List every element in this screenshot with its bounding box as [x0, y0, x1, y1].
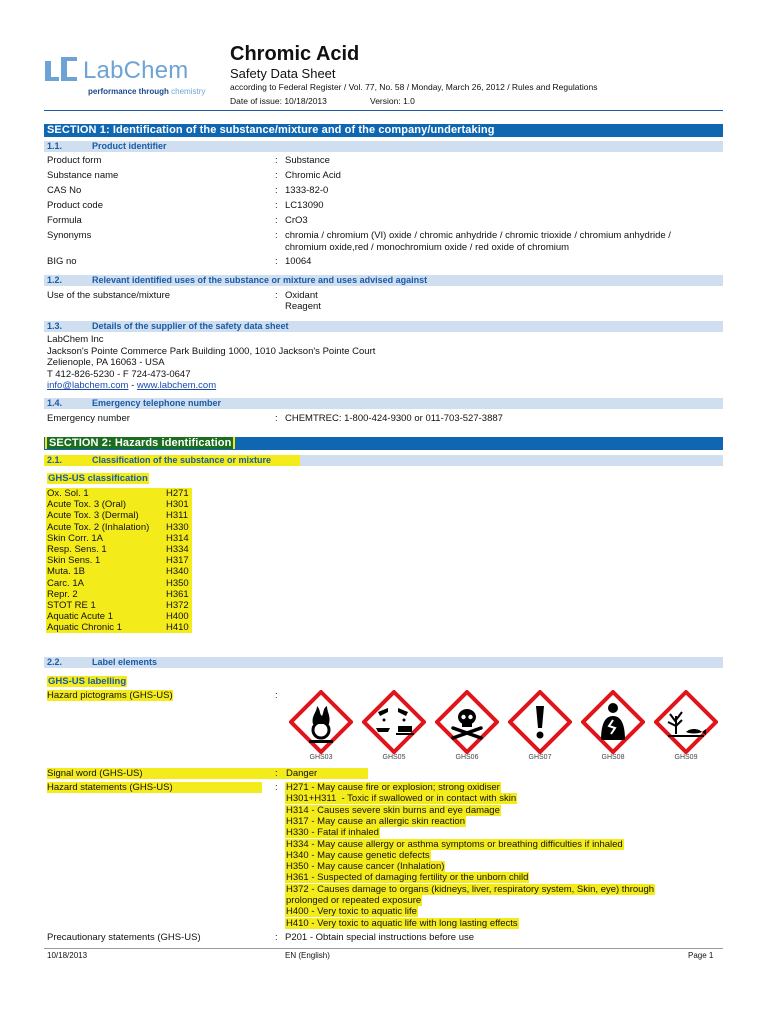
hazard-statement-text: H330 - Fatal if inhaled: [286, 827, 379, 839]
hazard-class: Acute Tox. 2 (Inhalation): [46, 522, 166, 533]
field-label: Product form: [47, 155, 102, 166]
contact-separator: -: [128, 380, 137, 391]
field-colon: :: [275, 768, 278, 779]
field-value: LC13090: [285, 200, 324, 211]
field-colon: :: [275, 932, 278, 943]
hazard-class: Muta. 1B: [46, 566, 166, 577]
field-colon: :: [275, 215, 278, 226]
hazard-code: H334: [164, 544, 192, 555]
hazard-statement-text: H271 - May cause fire or explosion; strong oxidiser: [286, 782, 500, 793]
subsection-title: Classification of the substance or mixture: [92, 455, 272, 465]
section-2-title: [45, 437, 235, 449]
hazard-statement-text: prolonged or repeated exposure: [286, 895, 422, 906]
field-label: CAS No: [47, 185, 82, 196]
field-value: Chromic Acid: [285, 170, 341, 181]
hazard-class: Aquatic Chronic 1: [46, 622, 166, 633]
subsection-title: Label elements: [92, 657, 158, 667]
field-label: Substance name: [47, 170, 119, 181]
section-2-header: [44, 437, 723, 450]
field-label: Use of the substance/mixture: [47, 290, 171, 301]
supplier-city: Zelienople, PA 16063 - USA: [47, 357, 165, 368]
hazard-statements-label: Hazard statements (GHS-US): [47, 782, 262, 793]
field-value: 1333-82-0: [285, 185, 329, 196]
table-row: [46, 499, 196, 510]
table-row: [46, 510, 196, 521]
table-row: [46, 589, 196, 600]
field-label: Formula: [47, 215, 82, 226]
table-row: [46, 555, 196, 566]
subsection-number: 1.2.: [47, 275, 63, 285]
hazard-class: Carc. 1A: [46, 578, 166, 589]
table-row: [46, 622, 196, 633]
section-1-header: [44, 124, 723, 137]
website-link[interactable]: www.labchem.com: [136, 380, 217, 391]
subsection-number: 1.3.: [47, 321, 63, 331]
supplier-name: LabChem Inc: [47, 334, 104, 345]
subsection-1-2-header: [44, 275, 723, 286]
field-value: Substance: [285, 155, 330, 166]
field-colon: :: [275, 230, 278, 241]
pictogram-caption: GHS07: [528, 754, 552, 761]
email-link[interactable]: info@labchem.com: [47, 380, 129, 391]
hazard-class: Acute Tox. 3 (Dermal): [46, 510, 166, 521]
signal-word-label: Signal word (GHS-US): [47, 768, 368, 779]
subsection-number: 1.4.: [47, 398, 63, 408]
hazard-class: Skin Corr. 1A: [46, 533, 166, 544]
ghs-classification-table: [46, 488, 196, 633]
hazard-class: Aquatic Acute 1: [46, 611, 166, 622]
hazard-class: Skin Sens. 1: [46, 555, 166, 566]
hazard-code: H314: [164, 533, 192, 544]
table-row: [46, 488, 196, 499]
pictogram-caption: GHS03: [309, 754, 333, 761]
field-colon: :: [275, 782, 278, 793]
document-subtitle: Safety Data Sheet: [230, 66, 336, 81]
subsection-title: Product identifier: [92, 141, 167, 151]
skull-crossbones-icon: [435, 690, 499, 754]
field-value: 10064: [285, 256, 312, 267]
subsection-title: Details of the supplier of the safety data sheet: [92, 321, 289, 331]
regulation-reference: according to Federal Register / Vol. 77, No. 58 / Monday, March 26, 2012 / Rules and Regulations: [230, 82, 598, 92]
table-row: [46, 566, 196, 577]
pictogram-ghs07: [504, 690, 576, 766]
pictogram-ghs03: [285, 690, 357, 766]
logo-tagline-main: performance through: [88, 87, 172, 96]
hazard-statement-text: H350 - May cause cancer (Inhalation): [286, 861, 445, 873]
table-row: [46, 544, 196, 555]
hazard-class: Resp. Sens. 1: [46, 544, 166, 555]
ghs-labelling-heading: GHS-US labelling: [48, 676, 127, 687]
hazard-statement: [285, 861, 445, 872]
hazard-statement: [285, 782, 501, 793]
field-label: [47, 690, 173, 701]
subsection-1-1-header: [44, 141, 723, 152]
hazard-statement: [285, 805, 501, 816]
hazard-pictograms: [285, 690, 725, 770]
subsection-number: 2.2.: [47, 657, 63, 667]
labchem-logo: [45, 54, 225, 98]
hazard-code: H311: [164, 510, 192, 521]
subsection-title: Emergency telephone number: [92, 398, 222, 408]
field-label: Synonyms: [47, 230, 92, 241]
table-row: [46, 578, 196, 589]
health-hazard-icon: [581, 690, 645, 754]
table-row: [46, 533, 196, 544]
field-colon: :: [275, 290, 278, 301]
field-label: [47, 768, 368, 779]
subsection-2-2-header: [44, 657, 723, 668]
field-label: Product code: [47, 200, 103, 211]
footer-divider: [44, 948, 723, 949]
hazard-statement-text: H361 - Suspected of damaging fertility or the unborn child: [286, 872, 529, 884]
hazard-code: H350: [164, 578, 192, 589]
environment-icon: [654, 690, 718, 754]
field-label: Emergency number: [47, 413, 130, 424]
pictogram-ghs08: [577, 690, 649, 766]
table-row: [46, 611, 196, 622]
supplier-phone: T 412-826-5230 - F 724-473-0647: [47, 368, 191, 380]
field-colon: :: [275, 170, 278, 181]
field-colon: :: [275, 200, 278, 211]
logo-tagline-accent: chemistry: [171, 87, 206, 96]
hazard-statement: [285, 918, 519, 929]
field-colon: :: [275, 155, 278, 166]
hazard-code: H400: [164, 611, 192, 622]
footer-language: EN (English): [285, 951, 330, 960]
document-title: Chromic Acid: [230, 43, 360, 65]
footer-date: 10/18/2013: [47, 951, 88, 960]
hazard-code: H330: [164, 522, 192, 533]
pictogram-caption: GHS05: [382, 754, 406, 761]
hazard-statement-text: H340 - May cause genetic defects: [286, 849, 430, 861]
field-colon: :: [275, 413, 278, 424]
document-version: Version: 1.0: [370, 96, 415, 106]
hazard-statement: [285, 850, 431, 861]
subsection-title: Relevant identified uses of the substance or mixture and uses advised against: [92, 275, 428, 285]
subsection-1-4-header: [44, 398, 723, 409]
subsection-1-3-header: [44, 321, 723, 332]
section-2-title-text: SECTION 2: Hazards identification: [49, 437, 232, 449]
header-divider: [44, 110, 723, 111]
hazard-code: H271: [164, 488, 192, 499]
hazard-statement-text: H301+H311 - Toxic if swallowed or in contact with skin: [286, 793, 517, 805]
hazard-code: H372: [164, 600, 192, 611]
field-label: BIG no: [47, 256, 77, 267]
hazard-code: H410: [164, 622, 192, 633]
pictogram-ghs05: [358, 690, 430, 766]
field-value: chromia / chromium (VI) oxide / chromic anhydride / chromic trioxide / chromium anhydride / chromium oxide,red / monochromium oxide / red oxide of chromium: [285, 230, 671, 253]
field-value: Oxidant: [285, 290, 318, 301]
labchem-logo-icon: [45, 57, 77, 85]
field-label: [47, 782, 262, 793]
hazard-statement: [285, 816, 466, 827]
hazard-code: H301: [164, 499, 192, 510]
hazard-code: H340: [164, 566, 192, 577]
field-colon: :: [275, 256, 278, 267]
hazard-statement: [285, 827, 380, 838]
pictogram-ghs09: [650, 690, 722, 766]
pictograms-label: Hazard pictograms (GHS-US): [47, 690, 173, 701]
field-value: P201 - Obtain special instructions before use: [285, 932, 475, 943]
footer-page-number: Page 1: [688, 951, 714, 960]
table-row: [46, 522, 196, 533]
hazard-class: Ox. Sol. 1: [46, 488, 166, 499]
hazard-statement: [285, 872, 529, 883]
subsection-number: 2.1.: [47, 455, 63, 465]
field-value: Reagent: [285, 301, 321, 312]
pictogram-ghs06: [431, 690, 503, 766]
hazard-statement-text: H410 - Very toxic to aquatic life with long lasting effects: [286, 917, 518, 929]
table-row: [46, 600, 196, 611]
logo-tagline: [88, 87, 205, 96]
hazard-statement-text: H317 - May cause an allergic skin reaction: [286, 815, 466, 827]
field-colon: :: [275, 690, 278, 701]
subsection-number: 1.1.: [47, 141, 63, 151]
hazard-class: Acute Tox. 3 (Oral): [46, 499, 166, 510]
pictogram-caption: GHS09: [674, 754, 698, 761]
hazard-statement-text: H334 - May cause allergy or asthma symptoms or breathing difficulties if inhaled: [286, 838, 623, 850]
hazard-class: STOT RE 1: [46, 600, 166, 611]
hazard-statement-text: H400 - Very toxic to aquatic life: [286, 906, 417, 918]
supplier-address: Jackson's Pointe Commerce Park Building 1000, 1010 Jackson's Pointe Court: [47, 345, 376, 357]
supplier-contact: [47, 380, 216, 391]
field-value: CHEMTREC: 1-800-424-9300 or 011-703-527-3887: [285, 413, 503, 424]
hazard-code: H317: [164, 555, 192, 566]
corrosion-icon: [362, 690, 426, 754]
hazard-statement-text: H372 - Causes damage to organs (kidneys, liver, respiratory system, Skin, eye) through: [286, 883, 655, 895]
signal-word-value: [285, 768, 318, 779]
hazard-statement: [285, 906, 418, 917]
section-1-title: SECTION 1: Identification of the substance/mixture and of the company/undertaking: [47, 124, 495, 136]
hazard-statement: [285, 884, 655, 895]
hazard-statement-text: H314 - Causes severe skin burns and eye damage: [286, 804, 500, 816]
hazard-statement: [285, 793, 517, 804]
flame-over-circle-icon: [289, 690, 353, 754]
exclamation-icon: [508, 690, 572, 754]
hazard-statement: [285, 839, 624, 850]
field-value: CrO3: [285, 215, 308, 226]
subsection-2-1-header: [44, 455, 723, 466]
field-colon: :: [275, 185, 278, 196]
pictogram-caption: GHS08: [601, 754, 625, 761]
ghs-classification-heading: GHS-US classification: [48, 473, 148, 484]
hazard-statement: [285, 895, 422, 906]
hazard-class: Repr. 2: [46, 589, 166, 600]
date-of-issue: Date of issue: 10/18/2013: [230, 96, 327, 106]
hazard-code: H361: [164, 589, 192, 600]
pictogram-caption: GHS06: [455, 754, 479, 761]
signal-word-text: Danger: [286, 768, 318, 779]
field-label: Precautionary statements (GHS-US): [47, 932, 201, 943]
logo-wordmark: LabChem: [83, 57, 189, 84]
